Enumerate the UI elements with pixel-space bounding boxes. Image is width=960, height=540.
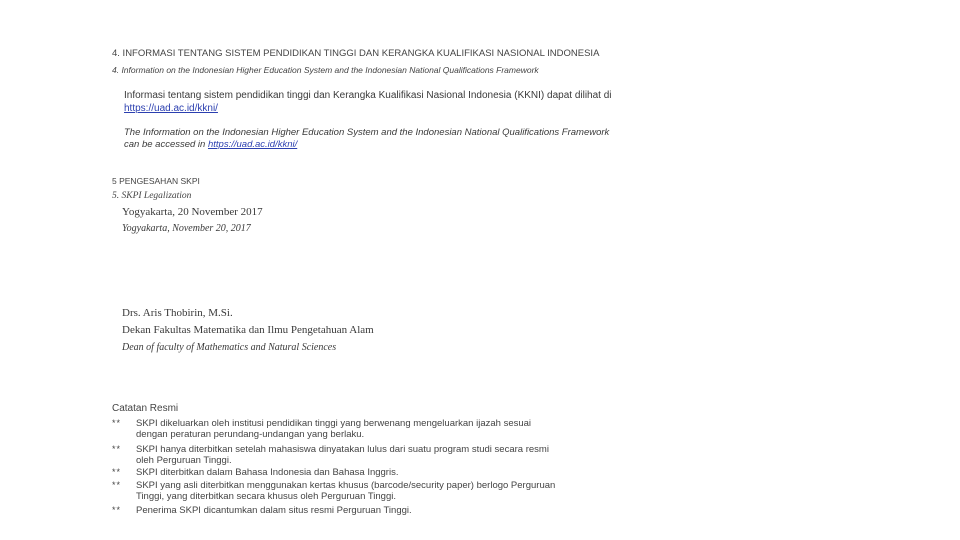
bullet-marker: **	[112, 444, 122, 454]
note-text-cont: dengan peraturan perundang-undangan yang berlaku.	[136, 429, 365, 440]
note-text: SKPI diterbitkan dalam Bahasa Indonesia dan Bahasa Inggris.	[136, 467, 399, 478]
bullet-marker: **	[112, 418, 122, 428]
section-4-body-en: The Information on the Indonesian Higher Education System and the Indonesian National Qualifications Framework	[124, 127, 610, 138]
section-5-heading-en: 5. SKPI Legalization	[112, 191, 192, 201]
note-text-cont: oleh Perguruan Tinggi.	[136, 455, 232, 466]
kkni-link-id[interactable]: https://uad.ac.id/kkni/	[124, 103, 218, 114]
signatory-title-id: Dekan Fakultas Matematika dan Ilmu Pengetahuan Alam	[122, 324, 374, 336]
note-text-cont: Tinggi, yang diterbitkan secara khusus oleh Perguruan Tinggi.	[136, 491, 396, 502]
section-4-body-id: Informasi tentang sistem pendidikan tinggi dan Kerangka Kualifikasi Nasional Indonesia (KKNI) dapat dilihat di	[124, 90, 612, 101]
bullet-marker: **	[112, 467, 122, 477]
section-4-heading-en: 4. Information on the Indonesian Higher Education System and the Indonesian National Qualifications Framework	[112, 65, 539, 75]
note-text: SKPI hanya diterbitkan setelah mahasiswa dinyatakan lulus dari suatu program studi secara resmi	[136, 444, 549, 455]
section-4-body-en-line2	[124, 139, 297, 150]
place-date-id: Yogyakarta, 20 November 2017	[122, 206, 263, 218]
bullet-marker: **	[112, 480, 122, 490]
kkni-link-en[interactable]: https://uad.ac.id/kkni/	[207, 139, 298, 150]
note-text: Penerima SKPI dicantumkan dalam situs resmi Perguruan Tinggi.	[136, 505, 412, 516]
signatory-title-en: Dean of faculty of Mathematics and Natural Sciences	[122, 342, 337, 353]
section-5-heading: 5 PENGESAHAN SKPI	[112, 176, 200, 186]
section-4-heading: 4. INFORMASI TENTANG SISTEM PENDIDIKAN TINGGI DAN KERANGKA KUALIFIKASI NASIONAL INDONESIA	[112, 48, 600, 59]
bullet-marker: **	[112, 505, 122, 515]
signatory-name: Drs. Aris Thobirin, M.Si.	[122, 307, 233, 319]
place-date-en: Yogyakarta, November 20, 2017	[122, 223, 251, 234]
note-text: SKPI dikeluarkan oleh institusi pendidikan tinggi yang berwenang mengeluarkan ijazah sesuai	[136, 418, 532, 429]
accessed-in-text: can be accessed in	[124, 139, 206, 150]
note-text: SKPI yang asli diterbitkan menggunakan kertas khusus (barcode/security paper) berlogo Perguruan	[136, 480, 556, 491]
notes-heading: Catatan Resmi	[112, 403, 179, 414]
